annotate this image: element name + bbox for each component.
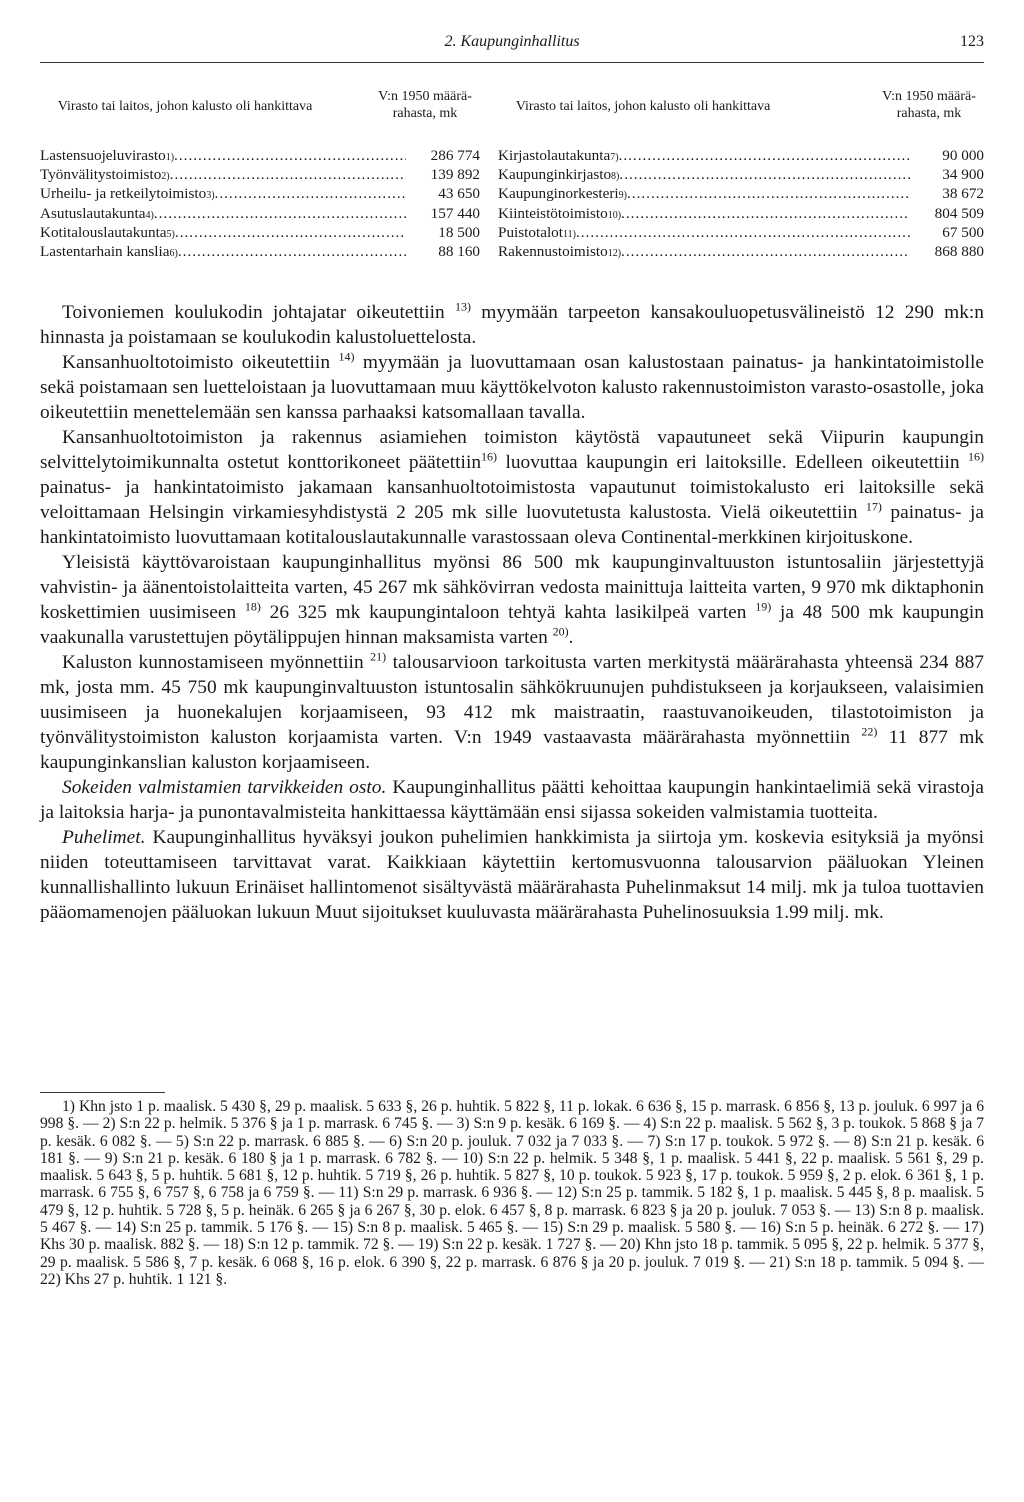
table-row: Kaupunginorkesteri 9) ..... 38 672 (498, 184, 984, 203)
column-header-amount: V:n 1950 määrä- rahasta, mk (378, 89, 472, 121)
header-rule (40, 62, 984, 63)
furniture-table-left (40, 88, 480, 261)
running-header (40, 33, 984, 57)
footnotes (40, 1098, 984, 1288)
paragraph: Puhelimet. Kaupunginhallitus hyväksyi joukon puhelimien hankkimista ja siirtoja ym. koskevia esityksiä ja myönsi niiden toteuttamiseen tarvittavat varat. Kaikkiaan käytettiin kertomusvuonna talousarvion pääluokan Yleinen kunnallishallinto lukuun Erinäiset hallintomenot sisältyvästä määrärahasta Puhelinmaksut 14 milj. mk ja tuloa tuottavien pääomamenojen pääluokan lukuun Muut sijoitukset kuuluvasta määrärahasta Puhelinosuuksia 1.99 milj. mk. (40, 827, 984, 923)
footnote-text: 1) Khn jsto 1 p. maalisk. 5 430 §, 29 p. maalisk. 5 633 §, 26 p. huhtik. 5 822 §, 11 p. lokak. 6 636 §, 15 p. marrask. 6 856 §, 13 p. jouluk. 6 997 ja 6 998 §. — 2) S:n 22 p. helmik. 5 376 § ja 1 p. marrask. 6 745 §. — 3) S:n 9 p. kesäk. 6 169 §. — 4) S:n 22 p. maalisk. 5 562 §, 3 p. toukok. 5 868 § ja 7 p. kesäk. 6 082 §. — 5) S:n 22 p. marrask. 6 885 §. — 6) S:n 20 p. jouluk. 7 032 ja 7 033 §. — 7) S:n 17 p. toukok. 5 972 §. — 8) S:n 21 p. kesäk. 6 181 §. — 9) S:n 21 p. kesäk. 6 180 § ja 1 p. marrask. 6 782 §. — 10) S:n 22 p. helmik. 5 348 §, 1 p. maalisk. 5 441 §, 22 p. maalisk. 5 561 §, 29 p. maalisk. 5 643 §, 5 p. huhtik. 5 681 §, 12 p. huhtik. 5 719 §, 26 p. huhtik. 5 827 §, 10 p. toukok. 5 923 §, 17 p. toukok. 5 959 §, 2 p. elok. 6 361 §, 1 p. marrask. 6 755 §, 6 757 §, 6 758 ja 6 759 §. — 11) S:n 29 p. marrask. 6 936 §. — 12) S:n 25 p. tammik. 5 182 §, 1 p. maalisk. 5 445 §, 8 p. maalisk. 5 479 §, 12 p. huhtik. 5 728 §, 5 p. heinäk. 6 265 § ja 6 267 §, 30 p. elok. 6 457 §, 8 p. marrask. 6 823 § ja 20 p. jouluk. 7 053 §. — 13) S:n 8 p. maalisk. 5 467 §. — 14) S:n 25 p. tammik. 5 176 §. — 15) S:n 8 p. maalisk. 5 465 §. — 15) S:n 29 p. maalisk. 5 580 §. — 16) S:n 5 p. heinäk. 6 272 §. — 17) Khs 30 p. maalisk. 882 §. — 18) S:n 12 p. tammik. 72 §. — 19) S:n 22 p. kesäk. 1 727 §. — 20) Khn jsto 18 p. tammik. 5 095 §, 22 p. helmik. 5 377 §, 29 p. maalisk. 5 586 §, 7 p. kesäk. 6 068 §, 16 p. elok. 6 390 §, 22 p. marrask. 6 876 § ja 20 p. jouluk. 7 019 §. — 21) S:n 18 p. tammik. 5 094 §. — 22) Khs 27 p. huhtik. 1 121 §. (40, 1098, 984, 1288)
furniture-table-right (498, 88, 984, 261)
table-header (40, 88, 480, 146)
paragraph: Yleisistä käyttövaroistaan kaupunginhallitus myönsi 86 500 mk kaupunginvaltuuston istuntosaliin järjestettyjä vahvistin- ja äänentoistolaitteita varten, 45 267 mk sähkövirran vedosta mainittuja laitteita varten, 9 970 mk diktaphonin koskettimien uusimiseen $^{18)}$ 26 325 mk kaupungintaloon tehtyä kahta lasikilpeä varten $^{19)}$ ja 48 500 mk kaupungin vaakunalla varustettujen pöytälippujen hinnan maksamista varten $^{20)}$. (40, 552, 984, 648)
table-row: Kaupunginkirjasto 8) ..... 34 900 (498, 165, 984, 184)
table-row: Työnvälitystoimisto 2) ..... 139 892 (40, 165, 480, 184)
page-number: 123 (960, 33, 984, 50)
table-header (498, 88, 984, 146)
table-row: Kirjastolautakunta 7) ..... 90 000 (498, 146, 984, 165)
paragraph: Kansanhuoltotoimisto oikeutettiin $^{14)}$ myymään ja luovuttamaan osan kalustostaan painatus- ja hankintatoimistolle sekä poistamaan sen luetteloistaan ja luovuttamaan muu käyttökelvoton kalusto rakennustoimiston varasto-osastolle, joka oikeutettiin menettelemään sen kanssa parhaaksi katsomallaan tavalla. (40, 349, 985, 423)
footnote-rule (40, 1092, 165, 1093)
column-header-office: Virasto tai laitos, johon kalusto oli hankittava (57, 99, 313, 114)
paragraph: Kaluston kunnostamiseen myönnettiin $^{21)}$ talousarvioon tarkoitusta varten merkitystä määrärahasta yhteensä 234 887 mk, josta mm. 45 750 mk kaupunginvaltuuston istuntosalin sähkökruunujen puhdistukseen ja korjaukseen, valaisimien uusimiseen ja huonekalujen korjaamiseen, 93 412 mk maistraatin, raastuvanoikeuden, tilastotoimiston ja työnvälitystoimiston kaluston korjaamista varten. V:n 1949 vastaavasta määrärahasta myönnettiin $^{22)}$ 11 877 mk kaupunginkanslian kaluston korjaamiseen. (40, 649, 985, 773)
paragraph: Toivoniemen koulukodin johtajatar oikeutettiin $^{13)}$ myymään tarpeeton kansakouluopetusvälineistö 12 290 mk:n hinnasta ja poistamaan se koulukodin kalustoluettelosta. (40, 299, 984, 348)
table-row: Kiinteistötoimisto 10) ..... 804 509 (498, 204, 984, 223)
table-row: Lastensuojeluvirasto 1) ..... 286 774 (40, 146, 480, 165)
section-title: Puhelimet. (62, 827, 146, 848)
table-row: Kotitalouslautakunta 5) ..... 18 500 (40, 223, 480, 242)
running-title: 2. Kaupunginhallitus (444, 33, 580, 50)
section-title: Sokeiden valmistamien tarvikkeiden osto. (62, 777, 387, 798)
table-row: Asutuslautakunta 4) ..... 157 440 (40, 204, 480, 223)
table-row: Rakennustoimisto 12) ..... 868 880 (498, 242, 984, 261)
paragraph: Kansanhuoltotoimiston ja rakennus asiamiehen toimiston käytöstä vapautuneet sekä Viipurin kaupungin selvittelytoimikunnalta ostetut konttorikoneet päätettiin$^{16)}$ luovuttaa kaupungin eri laitoksille. Edelleen oikeutettiin $^{16)}$ painatus- ja hankintatoimisto jakamaan kansanhuoltotoimistosta vapautunut toimistokalusto eri laitoksille sekä veloittamaan Helsingin virkamiesyhdistystä 2 205 mk sille luovutetusta kalustosta. Vielä oikeutettiin $^{17)}$ painatus- ja hankintatoimisto luovuttamaan kotitalouslautakunnalle varastossaan oleva Continental-merkkinen kirjoituskone. (40, 427, 984, 548)
table-row: Puistotalot 11) ..... 67 500 (498, 223, 984, 242)
table-row: Urheilu- ja retkeilytoimisto 3) ..... 43 650 (40, 184, 480, 203)
column-header-office: Virasto tai laitos, johon kalusto oli hankittava (515, 99, 771, 114)
paragraph: Sokeiden valmistamien tarvikkeiden osto. Kaupunginhallitus päätti kehoittaa kaupungin hankintaelimiä sekä virastoja ja laitoksia harja- ja punontavalmisteita hankittaessa käyttämään ensi sijassa sokeiden valmistamia tuotteita. (40, 777, 984, 823)
table-row: Lastentarhain kanslia 6) ..... 88 160 (40, 242, 480, 261)
column-header-amount: V:n 1950 määrä- rahasta, mk (882, 89, 976, 121)
body-text (40, 300, 984, 925)
